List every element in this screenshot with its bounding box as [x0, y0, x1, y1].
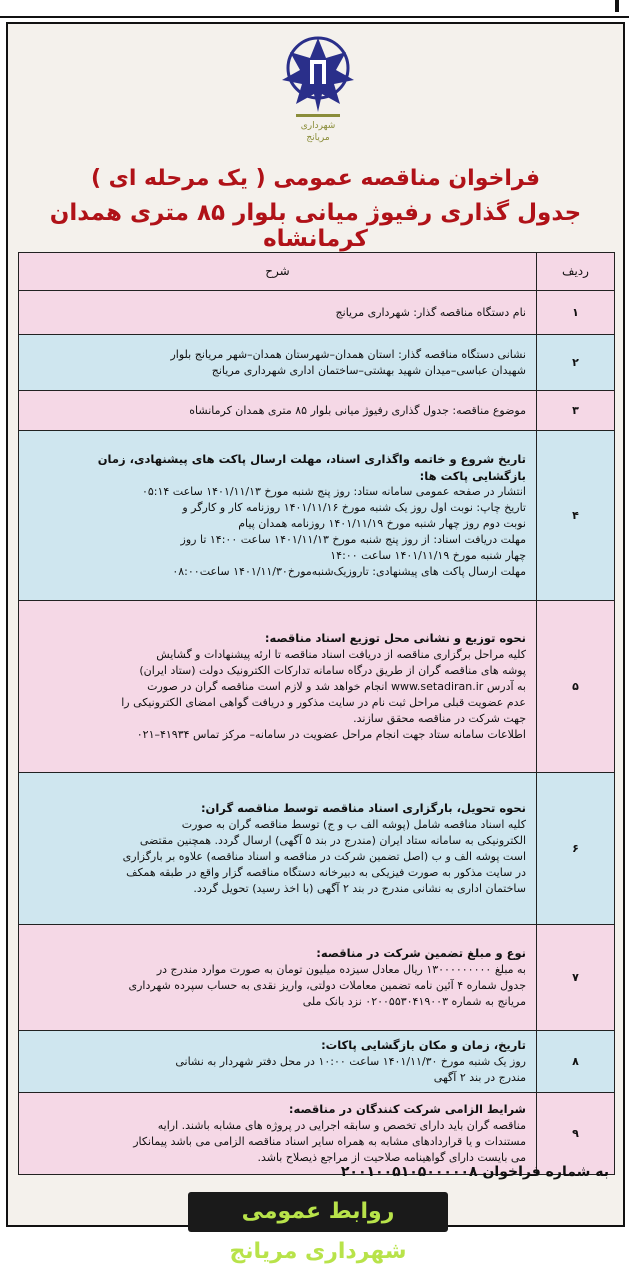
description-line: جدول شماره ۴ آئین نامه تضمین معاملات دولتی، واریز نقدی به حساب سپرده شهرداری [128, 978, 526, 992]
table-row [19, 925, 615, 1031]
description-line: نشانی دستگاه مناقصه گذار: استان همدان–شهرستان همدان–شهر مریانج بلوار [170, 347, 526, 361]
title-line-2: جدول گذاری رفیوژ میانی بلوار ۸۵ متری همدان کرمانشاه [49, 200, 582, 252]
row-description [19, 1031, 537, 1093]
advertisement-frame [6, 22, 625, 1264]
description-line: شهیدان عباسی–میدان شهید بهشتی–ساختمان اداری شهرداری مریانج [211, 363, 526, 377]
description-line: انتشار در صفحه عمومی سامانه ستاد: روز پنج شنبه مورخ ۱۴۰۱/۱۱/۱۳ ساعت ۰۵:۱۴ [141, 485, 526, 499]
description-line: کلیه مراحل برگزاری مناقصه از دریافت اسناد مناقصه تا ارئه پیشنهادات و گشایش [156, 648, 526, 662]
row-description [19, 335, 537, 391]
table-row [19, 431, 615, 601]
row-number: ۲ [537, 335, 615, 391]
municipality-logo-icon [270, 30, 366, 148]
row-number: ۵ [537, 601, 615, 773]
table-row [19, 601, 615, 773]
table-header-row [19, 253, 615, 291]
description-line: بازگشایی پاکت ها: [419, 468, 526, 483]
description-line: مهلت ارسال پاکت های پیشنهادی: تاروزیک‌شنبه‌مورخ۱۴۰۱/۱۱/۳۰ ساعت۰۸:۰۰ [172, 565, 526, 579]
row-description [19, 1093, 537, 1175]
corner-mark [615, 0, 619, 12]
table-row [19, 391, 615, 431]
title-line-1: فراخوان مناقصه عمومی ( یک مرحله ای ) [90, 166, 541, 191]
description-line: نحوه توزیع و نشانی محل توزیع اسناد مناقصه: [264, 631, 526, 646]
description-line: عدم عضویت قبلی مراحل ثبت نام در سایت مذکور و دریافت گواهی امضای الکترونیکی را [121, 695, 526, 709]
logo-text-2: مریانج [306, 133, 330, 143]
row-number: ۸ [537, 1031, 615, 1093]
row-description [19, 773, 537, 925]
description-line: نوع و مبلغ تضمین شرکت در مناقصه: [316, 946, 526, 961]
description-line: مستندات و یا قراردادهای مشابه به همراه سایر اسناد مناقصه الزامی می باشد پیمانکار [133, 1134, 526, 1148]
table-row [19, 291, 615, 335]
description-line: شرایط الزامی شرکت کنندگان در مناقصه: [288, 1102, 526, 1117]
description-line: می بایست دارای گواهینامه صلاحیت از مراجع ذیصلاح باشد. [257, 1150, 526, 1164]
description-line: ساختمان اداری به نشانی مندرج در بند ۲ آگهی (با اخذ رسید) تحویل گردد. [193, 881, 526, 895]
row-number: ۴ [537, 431, 615, 601]
description-line: روز یک شنبه مورخ ۱۴۰۱/۱۱/۳۰ ساعت ۱۰:۰۰ در محل دفتر شهردار به نشانی [175, 1054, 526, 1068]
description-line: پوشه های مناقصه گران از طریق درگاه سامانه تدارکات الکترونیک دولت (ستاد ایران) [139, 663, 526, 677]
description-line: تاریخ شروع و خاتمه واگذاری اسناد، مهلت ارسال پاکت های پیشنهادی، زمان [97, 452, 526, 467]
table-row [19, 773, 615, 925]
description-line: اطلاعات سامانه ستاد جهت انجام مراحل عضویت در سامانه– مرکز تماس ۴۱۹۳۴–۰۲۱ [136, 727, 526, 741]
description-line: موضوع مناقصه: جدول گذاری رفیوژ میانی بلوار ۸۵ متری همدان کرمانشاه [189, 403, 526, 417]
description-line: تاریخ، زمان و مکان بازگشایی پاکات: [321, 1038, 526, 1053]
description-line: مناقصه گران باید دارای تخصص و سابقه اجرایی در پروژه های مشابه باشند. ارایه [157, 1118, 526, 1132]
description-line: مریانج به شماره ۰۲۰۰۵۵۳۰۴۱۹۰۰۳ نزد بانک ملی [302, 994, 526, 1008]
table-row [19, 1031, 615, 1093]
description-line: مندرج در بند ۲ آگهی [433, 1070, 526, 1084]
table-row [19, 335, 615, 391]
row-number: ۱ [537, 291, 615, 335]
row-description [19, 391, 537, 431]
description-line: به مبلغ ۱۳۰۰۰۰۰۰۰۰۰ ریال معادل سیزده میلیون تومان به صورت موارد مندرج در [156, 962, 526, 976]
logo-text-1: شهرداری [300, 121, 336, 131]
header-num: ردیف [537, 253, 615, 291]
row-number: ۳ [537, 391, 615, 431]
header-desc: شرح [19, 253, 537, 291]
description-line: نام دستگاه مناقصه گذار: شهرداری مریانج [335, 305, 526, 319]
top-border-line [0, 0, 629, 18]
description-line: الکترونیکی به سامانه ستاد ایران (مندرج در بند ۵ آگهی) ارسال گردد. همچنین مقتضی [139, 833, 526, 847]
row-description [19, 925, 537, 1031]
row-number: ۶ [537, 773, 615, 925]
public-relations-banner: روابط عمومی شهرداری مریانج [188, 1192, 448, 1232]
row-number: ۷ [537, 925, 615, 1031]
row-description [19, 431, 537, 601]
tender-table [18, 252, 615, 1175]
description-line: در سایت مذکور به صورت فیزیکی به دبیرخانه دستگاه مناقصه گزار واقع در طبقه همکف [126, 865, 526, 879]
description-line: نوبت دوم روز چهار شنبه مورخ ۱۴۰۱/۱۱/۱۹ روزنامه همدان پیام [238, 517, 526, 531]
row-number: ۹ [537, 1093, 615, 1175]
row-description [19, 291, 537, 335]
row-description [19, 601, 537, 773]
description-line: مهلت دریافت اسناد: از روز پنج شنبه مورخ ۱۴۰۱/۱۱/۱۳ ساعت ۱۴:۰۰ تا روز [180, 533, 526, 547]
description-line: کلیه اسناد مناقصه شامل (پوشه الف ب و ج) توسط مناقصه گران به صورت [181, 817, 526, 831]
table-row [19, 1093, 615, 1175]
description-line: جهت شرکت در مناقصه محقق سازند. [353, 711, 526, 725]
call-number: به شماره فراخوان ۲۰۰۱۰۰۵۱۰۵۰۰۰۰۰۸ [340, 1164, 609, 1180]
description-line: است پوشه الف و ب (اصل تضمین شرکت در مناقصه و اسناد مناقصه) علاوه بر بارگزاری [122, 849, 526, 863]
description-line: تاریخ چاپ: نوبت اول روز یک شنبه مورخ ۱۴۰۱/۱۱/۱۶ روزنامه کار و کارگر و [182, 501, 526, 515]
description-line: به آدرس www.setadiran.ir انجام خواهد شد و لازم است مناقصه گران در صورت [147, 679, 526, 693]
description-line: نحوه تحویل، بارگزاری اسناد مناقصه توسط مناقصه گران: [200, 801, 526, 816]
description-line: چهار شنبه مورخ ۱۴۰۱/۱۱/۱۹ ساعت ۱۴:۰۰ [330, 549, 526, 563]
